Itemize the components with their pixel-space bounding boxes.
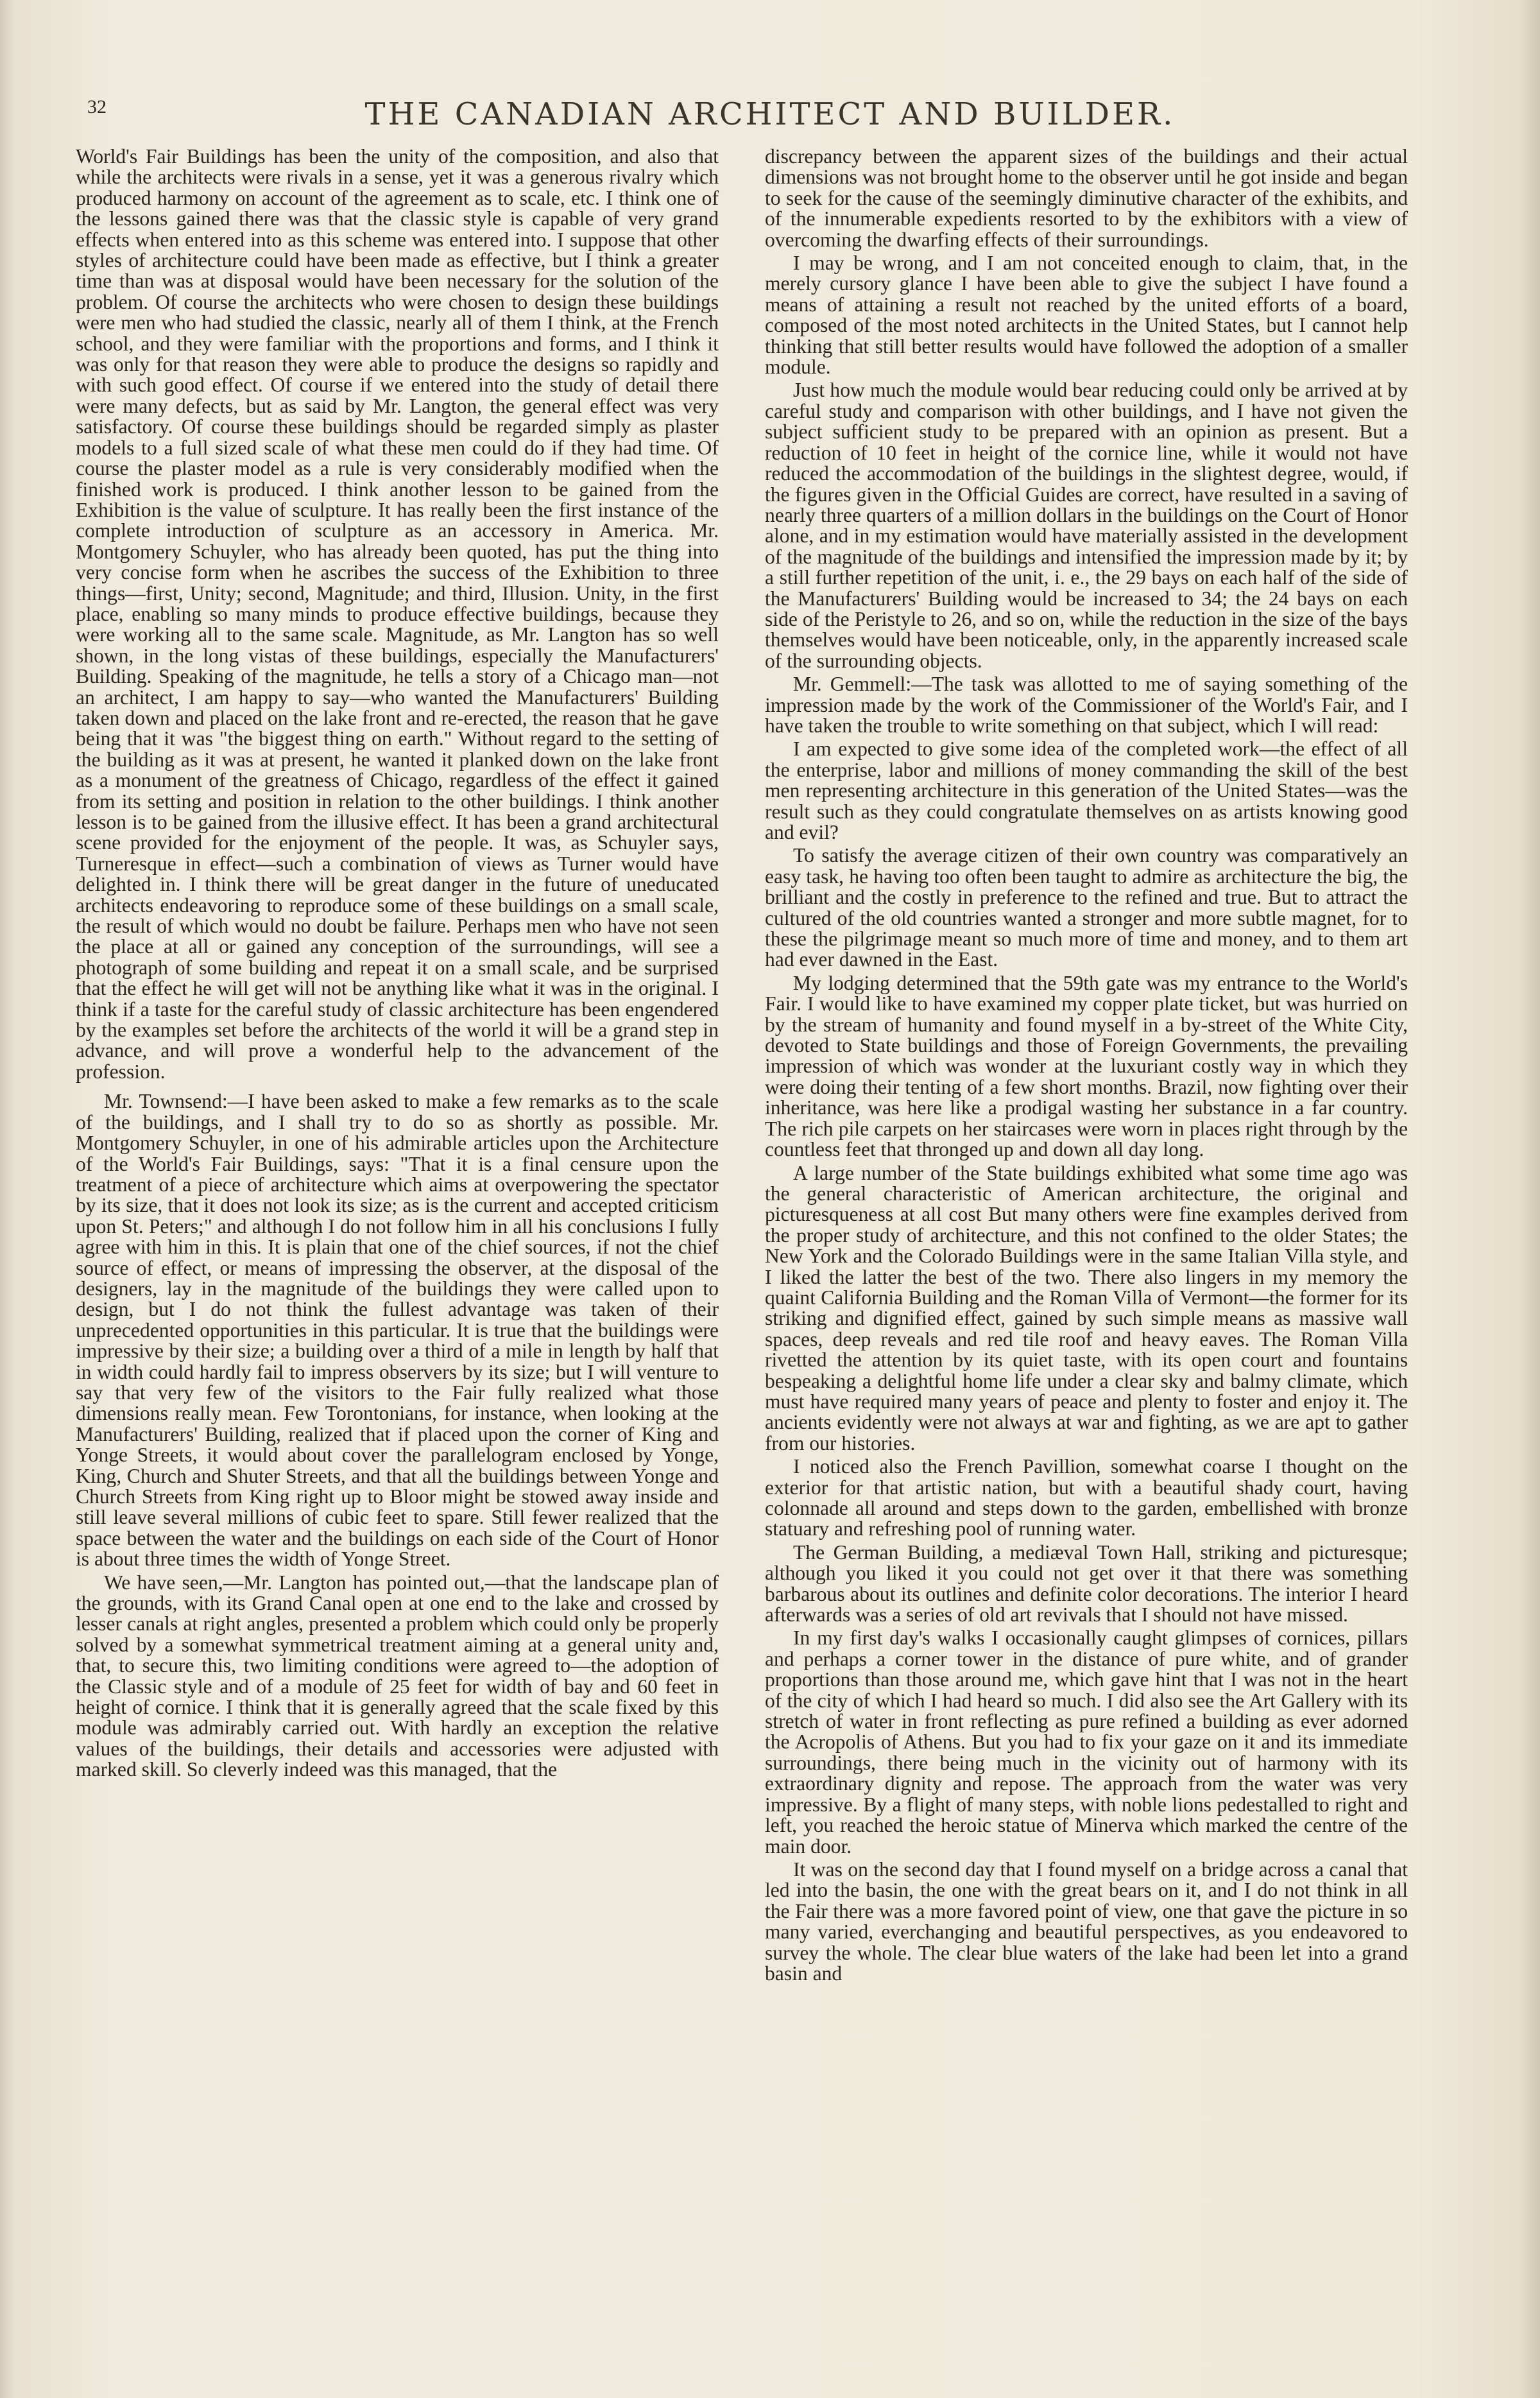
paragraph: The German Building, a mediæval Town Hall, striking and picturesque; although you liked it you could not get over it that there was something barbarous about its outlines and definite color decorations. The interior I heard afterwards was a series of old art revivals that I should not have missed. bbox=[765, 1540, 1408, 1626]
paragraph: I may be wrong, and I am not conceited enough to claim, that, in the merely cursory glance I have been able to give the subject I have found a means of attaining a result not reached by the united efforts of a board, composed of the most noted architects in the United States, but I cannot help thinking that still better results would have followed the adoption of a smaller module. bbox=[765, 252, 1408, 379]
page-number: 32 bbox=[87, 96, 107, 117]
right-column bbox=[765, 146, 1408, 1984]
paragraph: My lodging determined that the 59th gate was my entrance to the World's Fair. I would like to have examined my copper plate ticket, but was hurried on by the stream of humanity and found myself in a by-street of the White City, devoted to State buildings and those of Foreign Governments, the prevailing impression of which was wonder at the luxuriant costly way in which they were doing their tenting of a few short months. Brazil, now fighting over their inheritance, was here like a prodigal wasting her substance in a far country. The rich pile carpets on her staircases were worn in places right through by the countless feet that thronged up and down all day long. bbox=[765, 971, 1408, 1161]
paragraph: It was on the second day that I found myself on a bridge across a canal that led into the basin, the one with the great bears on it, and I do not think in all the Fair there was a more favored point of view, one that gave the picture in so many varied, everchanging and beautiful perspectives, as you endeavored to survey the whole. The clear blue waters of the lake had been let into a grand basin and bbox=[765, 1858, 1408, 1985]
page-left-shadow bbox=[0, 0, 14, 2398]
paragraph: I noticed also the French Pavillion, somewhat coarse I thought on the exterior for that artistic nation, but with a beautiful shady court, having colonnade all around and steps down to the garden, embellished with bronze statuary and refreshing pool of running water. bbox=[765, 1455, 1408, 1540]
paragraph: A large number of the State buildings exhibited what some time ago was the general characteristic of American architecture, the original and picturesqueness at all cost But many others were fine examples derived from the proper study of architecture, and this not confined to the older States; the New York and the Colorado Buildings were in the same Italian Villa style, and I liked the latter the best of the two. There also lingers in my memory the quaint California Building and the Roman Villa of Vermont—the former for its striking and dignified effect, gained by such simple means as massive wall spaces, deep reveals and red tile roof and heavy eaves. The Roman Villa rivetted the attention by its quiet taste, with its open court and fountains bespeaking a delightful home life under a clear sky and balmy climate, which must have required many years of peace and plenty to foster and enjoy it. The ancients evidently were not always at war and fighting, as we are apt to gather from our histories. bbox=[765, 1161, 1408, 1454]
paragraph: In my first day's walks I occasionally caught glimpses of cornices, pillars and perhaps a corner tower in the distance of pure white, and of grander proportions than those around me, which gave hint that I was not in the heart of the city of which I had heard so much. I did also see the Art Gallery with its stretch of water in front reflecting as pure refined a building as ever adorned the Acropolis of Athens. But you had to fix your gaze on it and its immediate surroundings, there being much in the vicinity out of harmony with its extraordinary dignity and repose. The approach from the water was very impressive. By a flight of many steps, with noble lions pedestalled to right and left, you reached the heroic statue of Minerva which marked the centre of the main door. bbox=[765, 1626, 1408, 1858]
paragraph: World's Fair Buildings has been the unity of the composition, and also that while the architects were rivals in a sense, yet it was a generous rivalry which produced harmony on account of the agreement as to scale, etc. I think one of the lessons gained there was that the classic style is capable of very grand effects when entered into as this scheme was entered into. I suppose that other styles of architecture could have been made as effective, but I think a greater time than was at disposal would have been necessary for the solution of the problem. Of course the architects who were chosen to design these buildings were men who had studied the classic, nearly all of them I think, at the French school, and they were familiar with the proportions and forms, and I think it was only for that reason they were able to produce the designs so rapidly and with such good effect. Of course if we entered into the study of detail there were many defects, but as said by Mr. Langton, the general effect was very satisfactory. Of course these buildings should be regarded simply as plaster models to a full sized scale of what these men could do if they had time. Of course the plaster model as a rule is very considerably modified when the finished work is produced. I think another lesson to be gained from the Exhibition is the value of sculpture. It has really been the first instance of the complete introduction of sculpture as an accessory in America. Mr. Montgomery Schuyler, who has already been quoted, has put the thing into very concise form when he ascribes the success of the Exhibition to three things—first, Unity; second, Magnitude; and third, Illusion. Unity, in the first place, enabling so many minds to produce effective buildings, because they were working all to the same scale. Magnitude, as Mr. Langton has so well shown, in the long vistas of these buildings, especially the Manufacturers' Building. Speaking of the magnitude, he tells a story of a Chicago man—not an architect, I am happy to say—who wanted the Manufacturers' Building taken down and placed on the lake front and re-erected, the reason that he gave being that it was "the biggest thing on earth." Without regard to the setting of the building as it was at present, he wanted it planked down on the lake front as a monument of the greatness of Chicago, regardless of the effect it gained from its setting and position in relation to the other buildings. I think another lesson is to be gained from the illusive effect. It has been a grand architectural scene provided for the enjoyment of the people. It was, as Schuyler says, Turneresque in effect—such a combination of views as Turner would have delighted in. I think there will be great danger in the future of uneducated architects endeavoring to reproduce some of these buildings on a small scale, the result of which would no doubt be failure. Perhaps men who have not seen the place at all or gained any conception of the surroundings, will see a photograph of some building and repeat it on a small scale, and be surprised that the effect he will get will not be anything like what it was in the original. I think if a taste for the careful study of classic architecture has been engendered by the examples set before the architects of the world it will be a grand step in advance, and will prove a wonderful help to the advancement of the profession. bbox=[76, 145, 719, 1083]
paragraph: We have seen,—Mr. Langton has pointed out,—that the landscape plan of the grounds, with its Grand Canal open at one end to the lake and crossed by lesser canals at right angles, presented a problem which could only be properly solved by a somewhat symmetrical treatment aiming at a general unity and, that, to secure this, two limiting conditions were agreed to—the adoption of the Classic style and of a module of 25 feet for width of bay and 60 feet in height of cornice. I think that it is generally agreed that the scale fixed by this module was admirably carried out. With hardly an exception the relative values of the buildings, their details and accessories were adjusted with marked skill. So cleverly indeed was this managed, that the bbox=[76, 1571, 719, 1781]
paragraph: To satisfy the average citizen of their own country was comparatively an easy task, he having too often been taught to admire as architecture the big, the brilliant and the costly in preference to the refined and true. But to attract the cultured of the old countries wanted a stronger and more subtle magnet, for to these the pilgrimage meant so much more of time and money, and to them art had ever dawned in the East. bbox=[765, 844, 1408, 971]
page-right-shadow bbox=[1518, 0, 1540, 2398]
running-head: THE CANADIAN ARCHITECT AND BUILDER. bbox=[364, 96, 1176, 132]
paragraph: Mr. Gemmell:—The task was allotted to me of saying something of the impression made by the work of the Commissioner of the World's Fair, and I have taken the trouble to write something on that subject, which I will read: bbox=[765, 673, 1408, 737]
paragraph: I am expected to give some idea of the completed work—the effect of all the enterprise, labor and millions of money commanding the skill of the best men representing architecture in this generation of the United States—was the result such as they could congratulate themselves on as artists knowing good and evil? bbox=[765, 738, 1408, 843]
paragraph: Just how much the module would bear reducing could only be arrived at by careful study and comparison with other buildings, and I have not given the subject sufficient study to be prepared with an opinion as present. But a reduction of 10 feet in height of the cornice line, while it would not have reduced the accommodation of the buildings in the slightest degree, would, if the figures given in the Official Guides are correct, have resulted in a saving of nearly three quarters of a million dollars in the buildings on the Court of Honor alone, and in my estimation would have materially assisted in the development of the magnitude of the buildings and intensified the impression made by it; by a still further repetition of the unit, i. e., the 29 bays on each half of the side of the Manufacturers' Building would be increased to 34; the 24 bays on each side of the Peristyle to 26, and so on, while the reduction in the size of the bays themselves would have been noticeable, only, in the apparently increased scale of the surrounding objects. bbox=[765, 379, 1408, 672]
paragraph: Mr. Townsend:—I have been asked to make a few remarks as to the scale of the buildings, and I shall try to do so as shortly as possible. Mr. Montgomery Schuyler, in one of his admirable articles upon the Architecture of the World's Fair Buildings, says: "That it is a final censure upon the treatment of a piece of architecture which aims at overpowering the spectator by its size, that it does not look its size; as is the current and accepted criticism upon St. Peters;" and although I do not follow him in all his conclusions I fully agree with him in this. It is plain that one of the chief sources, if not the chief source of effect, or means of impressing the observer, at the disposal of the designers, lay in the magnitude of the buildings they were called upon to design, but I do not think the fullest advantage was taken of their unprecedented opportunities in this particular. It is true that the buildings were impressive by their size; a building over a third of a mile in length by half that in width could hardly fail to impress observers by its size; but I will venture to say that very few of the visitors to the Fair fully realized what those dimensions really mean. Few Torontonians, for instance, when looking at the Manufacturers' Building, realized that if placed upon the corner of King and Yonge Streets, it would about cover the parallelogram enclosed by Yonge, King, Church and Shuter Streets, and that all the buildings between Yonge and Church Streets from King right up to Bloor might be stowed away inside and still leave several millions of cubic feet to spare. Still fewer realized that the space between the water and the buildings on each side of the Court of Honor is about three times the width of Yonge Street. bbox=[76, 1090, 719, 1571]
left-column bbox=[76, 146, 719, 1781]
paragraph: discrepancy between the apparent sizes of the buildings and their actual dimensions was not brought home to the observer until he got inside and began to seek for the cause of the seemingly diminutive character of the exhibits, and of the innumerable expedients resorted to by the exhibitors with a view of overcoming the dwarfing effects of their surroundings. bbox=[765, 145, 1408, 251]
